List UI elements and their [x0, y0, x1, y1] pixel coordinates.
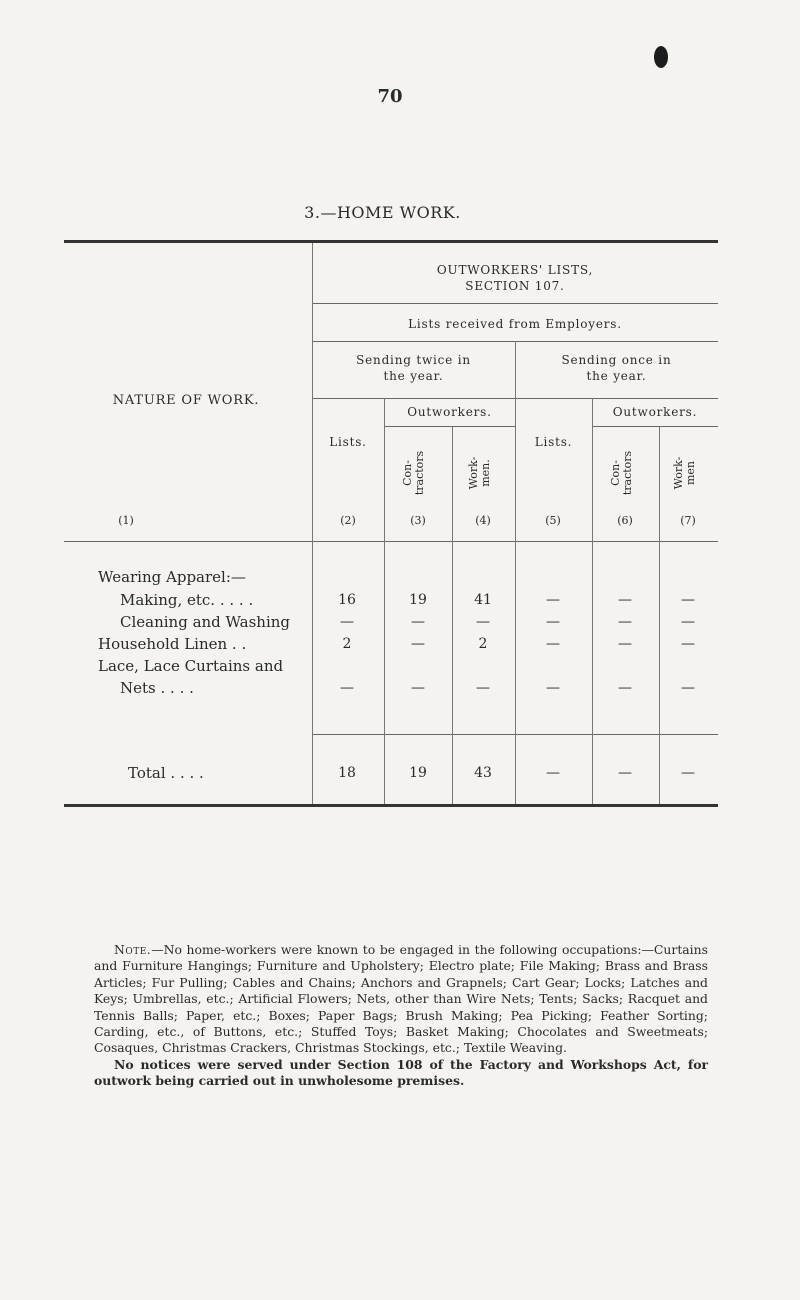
table-cell: —	[681, 592, 695, 608]
table-cell: —	[476, 680, 490, 696]
outworkers-subheader-b: Outworkers.	[612, 405, 698, 419]
rule-under-outworkers-b	[592, 426, 718, 427]
note-lead: Note.	[114, 942, 152, 957]
table-cell: —	[546, 614, 560, 630]
table-top-rule	[64, 240, 718, 243]
table-cell: —	[618, 636, 632, 652]
table-cell: —	[476, 614, 490, 630]
workmen-header-a: Work- men.	[467, 456, 492, 490]
row-label-line1: Lace, Lace Curtains and	[98, 657, 284, 675]
row-label-line2: Nets . . . .	[120, 679, 194, 697]
table-cell: —	[411, 680, 425, 696]
sending-once-header: Sending once in the year.	[561, 353, 672, 383]
col-number-2: (2)	[340, 514, 356, 527]
table-cell: —	[681, 680, 695, 696]
note-paragraph	[94, 942, 708, 1090]
page-number: 70	[377, 86, 403, 107]
table-cell: —	[618, 680, 632, 696]
contractors-header-a: Con- tractors	[401, 450, 426, 496]
table-cell: —	[618, 592, 632, 608]
table-cell: —	[411, 636, 425, 652]
section-title: 3.—HOME WORK.	[304, 203, 461, 222]
rule-header-bottom	[64, 541, 718, 542]
col-number-5: (5)	[545, 514, 561, 527]
row-label: Making, etc. . . . .	[120, 591, 254, 609]
table-cell: —	[411, 614, 425, 630]
note-text: —No home-workers were known to be engaged in the following occupations:—Curtains and Furniture Hangings; Furniture and Upholstery; Electro plate; File Making; Brass and Brass Articles; Fur Pulling; Cables and Chains; Anchors and Grapnels; Cart Gear; Locks; Latches and Keys; Umbrellas, etc.; Artificial Flowers; Nets, other than Wire Nets; Tents; Sacks; Racquet and Tennis Balls; Paper, etc.; Boxes; Paper Bags; Brush Making; Pea Picking; Feather Sorting; Carding, etc., of Buttons, etc.; Stuffed Toys; Basket Making; Chocolates and Sweetmeats; Cosaques, Christmas Crackers, Christmas Stockings, etc.; Textile Weaving.	[94, 942, 708, 1056]
col-divider-4	[515, 341, 516, 804]
contractors-header-b: Con- tractors	[609, 450, 634, 496]
rule-under-outworkers-a	[384, 426, 515, 427]
col-number-6: (6)	[617, 514, 633, 527]
table-cell: 2	[342, 636, 352, 652]
table-cell: —	[681, 636, 695, 652]
table-cell: —	[546, 636, 560, 652]
ink-blot	[654, 46, 668, 68]
table-cell: —	[546, 592, 560, 608]
table-bottom-rule	[64, 804, 718, 807]
total-cell: 18	[338, 765, 356, 781]
total-cell: —	[681, 765, 695, 781]
table-cell: —	[546, 680, 560, 696]
total-cell: —	[618, 765, 632, 781]
table-cell: —	[618, 614, 632, 630]
col-divider-5	[592, 398, 593, 804]
group-heading: Wearing Apparel:—	[98, 568, 246, 586]
col-divider-2	[384, 398, 385, 804]
table-cell: 19	[409, 592, 427, 608]
table-cell: —	[340, 680, 354, 696]
lists-received-header: Lists received from Employers.	[408, 317, 622, 331]
col-number-4: (4)	[475, 514, 491, 527]
lists-subheader-b: Lists.	[534, 435, 573, 449]
total-cell: —	[546, 765, 560, 781]
row-label: Household Linen . .	[98, 635, 247, 653]
workmen-header-b: Work- men	[672, 456, 697, 490]
total-cell: 19	[409, 765, 427, 781]
rule-under-outworkers	[312, 303, 718, 304]
table-cell: 16	[338, 592, 356, 608]
row-label: Cleaning and Washing	[120, 613, 291, 631]
col-number-3: (3)	[410, 514, 426, 527]
nature-of-work-header: NATURE OF WORK.	[112, 393, 260, 408]
outworkers-lists-header: OUTWORKERS' LISTS, SECTION 107.	[436, 263, 594, 293]
table-cell: 41	[474, 592, 492, 608]
outworkers-subheader-a: Outworkers.	[407, 405, 492, 419]
col-number-1: (1)	[118, 514, 134, 527]
note-second: No notices were served under Section 108 of the Factory and Workshops Act, for outwork being carried out in unwholesome premises.	[94, 1056, 708, 1089]
col-number-7: (7)	[680, 514, 696, 527]
sending-twice-header: Sending twice in the year.	[356, 353, 471, 383]
total-cell: 43	[474, 765, 492, 781]
table-cell: 2	[478, 636, 488, 652]
total-label: Total . . . .	[128, 764, 204, 782]
table-cell: —	[340, 614, 354, 630]
table-cell: —	[681, 614, 695, 630]
lists-subheader-a: Lists.	[329, 435, 367, 449]
